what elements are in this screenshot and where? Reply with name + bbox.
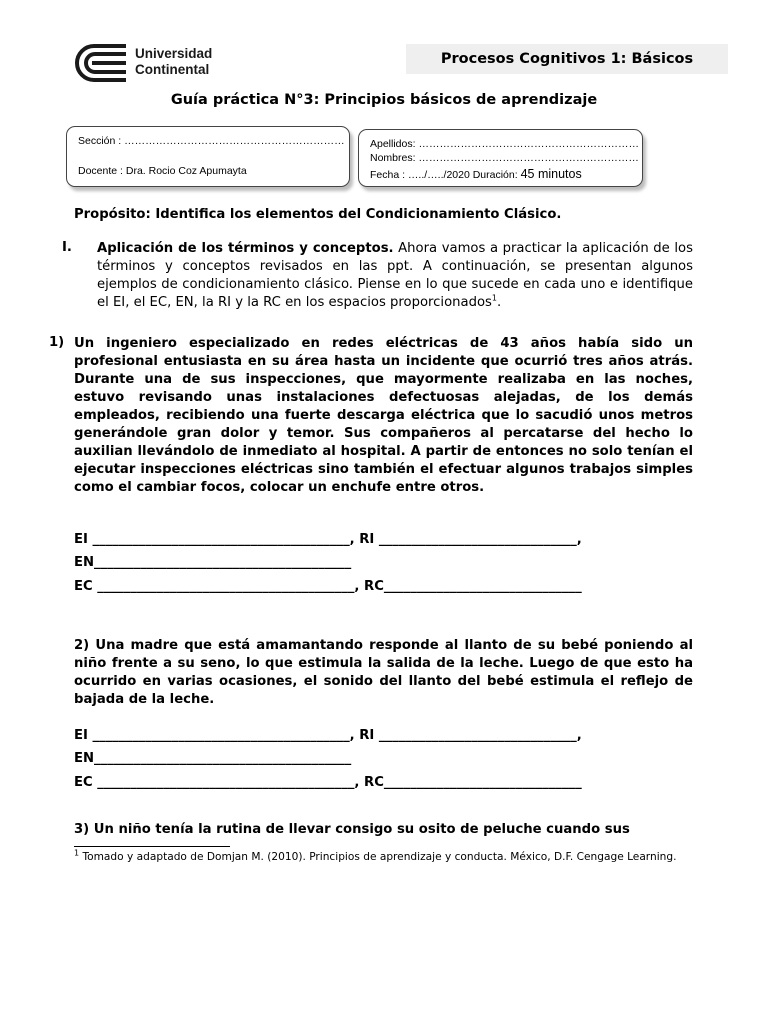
question-3-text: 3) Un niño tenía la rutina de llevar consigo su osito de peluche cuando sus [74,822,630,837]
footnote-separator [74,846,230,847]
course-title: Procesos Cognitivos 1: Básicos [440,51,694,67]
q2-answer-ei-ri[interactable]: EI _______________________________________, RI ______________________________, [74,728,582,743]
section-heading: Aplicación de los términos y conceptos. [97,241,394,256]
purpose-statement: Propósito: Identifica los elementos del Condicionamiento Clásico. [74,207,562,222]
student-section-box [66,126,350,187]
duration-value: 45 minutos [520,167,582,181]
logo-bar [92,61,126,65]
guide-title: Guía práctica N°3: Principios básicos de aprendizaje [170,92,598,108]
teacher-field: Docente : Dra. Rocio Coz Apumayta [78,165,247,177]
student-info-box [358,129,643,187]
course-title-box [406,44,728,74]
university-name-line1: Universidad [135,46,213,61]
footnote-text: Tomado y adaptado de Domjan M. (2010). Principios de aprendizaje y conducta. México, D.F. Cengage Learning. [79,851,677,863]
q2-answer-ec-rc[interactable]: EC _______________________________________, RC______________________________ [74,775,582,790]
section-instructions [97,240,693,312]
names-field[interactable]: Nombres: ……………………………………………………… [370,152,639,164]
section-field[interactable]: Sección : ……………………………………………………… [78,135,345,147]
footnote-reference[interactable]: 1 [491,293,497,303]
question-1-text: Un ingeniero especializado en redes eléctricas de 43 años había sido un profesional entusiasta en su área hasta un incidente que ocurrió tres años atrás. Durante una de sus inspecciones, que mayormente realizaba en las noches, estuvo revisando unas instalaciones defectuosas alejadas, de los demás empleados, recibiendo una fuerte descarga eléctrica que lo sacudió unos metros generándole gran dolor y temor. Sus compañeros al percatarse del hecho lo auxilian llevándolo de inmediato al hospital. A partir de entonces no solo tenían el ejecutar inspecciones eléctricas sino también el efectuar algunos trabajos simples como el cambiar focos, colocar un enchufe entre otros. [74,336,693,495]
q1-answer-en[interactable]: EN_______________________________________ [74,555,352,570]
question-1-number: 1) [49,335,65,350]
section-number: I. [62,240,72,255]
question-2-text: 2) Una madre que está amamantando responde al llanto de su bebé poniendo al niño frente a su seno, lo que estimula la salida de la leche. Luego de que esto ha ocurrido en varias ocasiones, el sonido del llanto del bebé estimula el reflejo de bajada de la leche. [74,638,693,707]
university-name [135,46,212,78]
section-body: Ahora vamos a practicar la aplicación de los términos y conceptos revisados en las ppt. A continuación, se presentan algunos ejemplos de condicionamiento clásico. Piense en lo que sucede en cada uno e identifique el EI, el EC, EN, la RI y la RC en los espacios proporcionados [97,241,693,310]
q1-answer-ei-ri[interactable]: EI _______________________________________, RI ______________________________, [74,532,582,547]
section-end: . [496,295,502,310]
date-duration-field[interactable] [370,167,582,181]
q2-answer-en[interactable]: EN_______________________________________ [74,751,352,766]
footnote [74,850,693,864]
surnames-field[interactable]: Apellidos: ……………………………………………………… [370,138,639,150]
q1-answer-ec-rc[interactable]: EC _______________________________________, RC______________________________ [74,579,582,594]
university-name-line2: Continental [135,62,210,77]
date-field: Fecha : …../…../2020 Duración: [370,169,521,181]
footnote-mark: 1 [74,848,80,858]
